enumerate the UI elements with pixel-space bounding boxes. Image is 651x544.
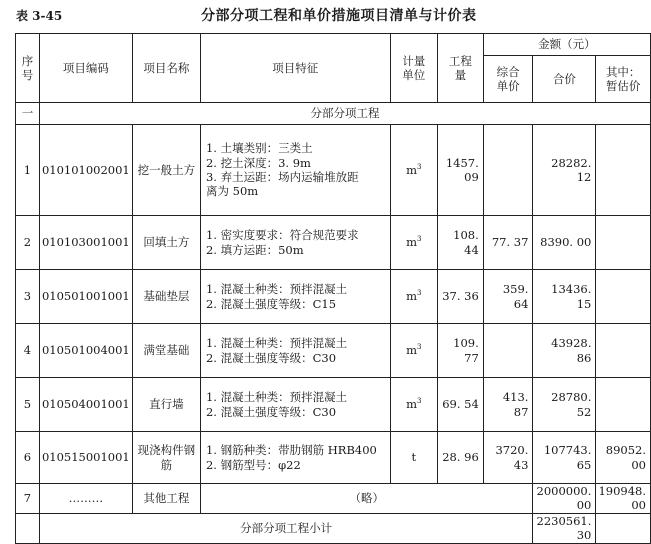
row-unit [390,432,437,484]
row-seq: 5 [16,378,40,432]
header-provisional: 其中：暂估价 [596,56,651,103]
feature-line: 1. 混凝土种类：预拌混凝土 [205,390,348,405]
row-total: 28282. 12 [533,125,596,216]
table-body [16,34,651,544]
header-row [16,34,651,56]
table-row [16,125,651,216]
unit-base: m [406,343,417,358]
other-row [16,484,651,514]
row-features [200,378,390,432]
row-name: 挖一般土方 [132,125,200,216]
header-total: 合价 [533,56,596,103]
unit-base: m [406,397,417,412]
feature-line: 2. 混凝土强度等级：C15 [205,296,337,311]
other-name: 其他工程 [132,484,200,514]
bill-of-quantities-table [15,33,651,544]
unit-base: m [406,162,417,177]
row-provisional [596,378,651,432]
header-code: 项目编码 [39,34,132,103]
header-name: 项目名称 [132,34,200,103]
row-seq: 6 [16,432,40,484]
row-name: 基础垫层 [132,270,200,324]
row-quantity: 69. 54 [437,378,483,432]
feature-line: 1. 钢筋种类：带肋钢筋 HRB400 [205,443,377,458]
row-total: 43928. 86 [533,324,596,378]
table-row [16,216,651,270]
subtotal-provisional [596,513,651,543]
row-unit-price [483,125,533,216]
row-quantity: 28. 96 [437,432,483,484]
row-provisional [596,216,651,270]
row-total: 8390. 00 [533,216,596,270]
feature-line: 1. 混凝土种类：预拌混凝土 [205,282,348,297]
header-unit-price: 综合单价 [483,56,533,103]
unit-superscript: 3 [417,162,422,171]
row-unit-price: 77. 37 [483,216,533,270]
other-code: ……… [39,484,132,514]
table-title: 分部分项工程和单价措施项目清单与计价表 [201,8,477,24]
other-total: 2000000. 00 [533,484,596,514]
row-provisional [596,270,651,324]
row-code: 010101002001 [39,125,132,216]
unit-superscript: 3 [417,397,422,406]
subtotal-total: 2230561. 30 [533,513,596,543]
unit-base: m [406,235,417,250]
section-seq: 一 [16,103,40,125]
row-features [200,270,390,324]
section-label: 分部分项工程 [39,103,650,125]
row-features [200,125,390,216]
table-row [16,324,651,378]
row-seq: 3 [16,270,40,324]
header-quantity: 工程量 [437,34,483,103]
row-code: 010103001001 [39,216,132,270]
section-row [16,103,651,125]
feature-line: 2. 钢筋型号：φ22 [205,457,301,472]
row-quantity: 1457. 09 [437,125,483,216]
other-features: （略） [200,484,532,514]
row-total: 28780. 52 [533,378,596,432]
feature-line: 2. 混凝土强度等级：C30 [205,350,337,365]
row-unit-price: 359. 64 [483,270,533,324]
row-provisional: 89052. 00 [596,432,651,484]
feature-line: 2. 填方运距：50m [205,242,304,257]
unit-superscript: 3 [417,289,422,298]
row-seq: 4 [16,324,40,378]
row-seq: 2 [16,216,40,270]
row-code: 010501001001 [39,270,132,324]
feature-line: 离为 50m [205,184,259,199]
subtotal-seq [16,513,40,543]
feature-line: 3. 弃土运距：场内运输堆放距 [205,170,359,184]
header-seq: 序号 [16,34,40,103]
header-unit: 计量单位 [390,34,437,103]
row-unit [390,378,437,432]
subtotal-row [16,513,651,543]
header-features: 项目特征 [200,34,390,103]
row-total: 107743. 65 [533,432,596,484]
row-code: 010501004001 [39,324,132,378]
unit-base: m [406,289,417,304]
row-unit-price: 413. 87 [483,378,533,432]
header-amount-group: 金额（元） [483,34,650,56]
row-quantity: 108. 44 [437,216,483,270]
feature-line: 2. 挖土深度：3. 9m [205,155,311,170]
row-unit-price [483,324,533,378]
row-name: 回填土方 [132,216,200,270]
unit-base: t [411,450,417,465]
subtotal-label: 分部分项工程小计 [39,513,532,543]
row-features [200,216,390,270]
row-provisional [596,324,651,378]
feature-line: 2. 混凝土强度等级：C30 [205,404,337,419]
row-total: 13436. 15 [533,270,596,324]
feature-line: 1. 土壤类别：三类土 [205,141,313,156]
row-unit [390,216,437,270]
row-code: 010504001001 [39,378,132,432]
row-name: 现浇构件钢筋 [132,432,200,484]
table-number: 表 3-45 [16,9,63,23]
row-features [200,324,390,378]
feature-line: 1. 混凝土种类：预拌混凝土 [205,336,348,351]
row-features [200,432,390,484]
row-name: 满堂基础 [132,324,200,378]
table-row [16,432,651,484]
row-quantity: 109. 77 [437,324,483,378]
row-unit [390,270,437,324]
other-provisional: 190948. 00 [596,484,651,514]
row-name: 直行墙 [132,378,200,432]
other-seq: 7 [16,484,40,514]
row-code: 010515001001 [39,432,132,484]
table-row [16,270,651,324]
unit-superscript: 3 [417,343,422,352]
row-unit-price: 3720. 43 [483,432,533,484]
row-unit [390,125,437,216]
row-quantity: 37. 36 [437,270,483,324]
feature-line: 1. 密实度要求：符合规范要求 [205,228,359,243]
table-row [16,378,651,432]
row-unit [390,324,437,378]
row-provisional [596,125,651,216]
row-seq: 1 [16,125,40,216]
unit-superscript: 3 [417,235,422,244]
